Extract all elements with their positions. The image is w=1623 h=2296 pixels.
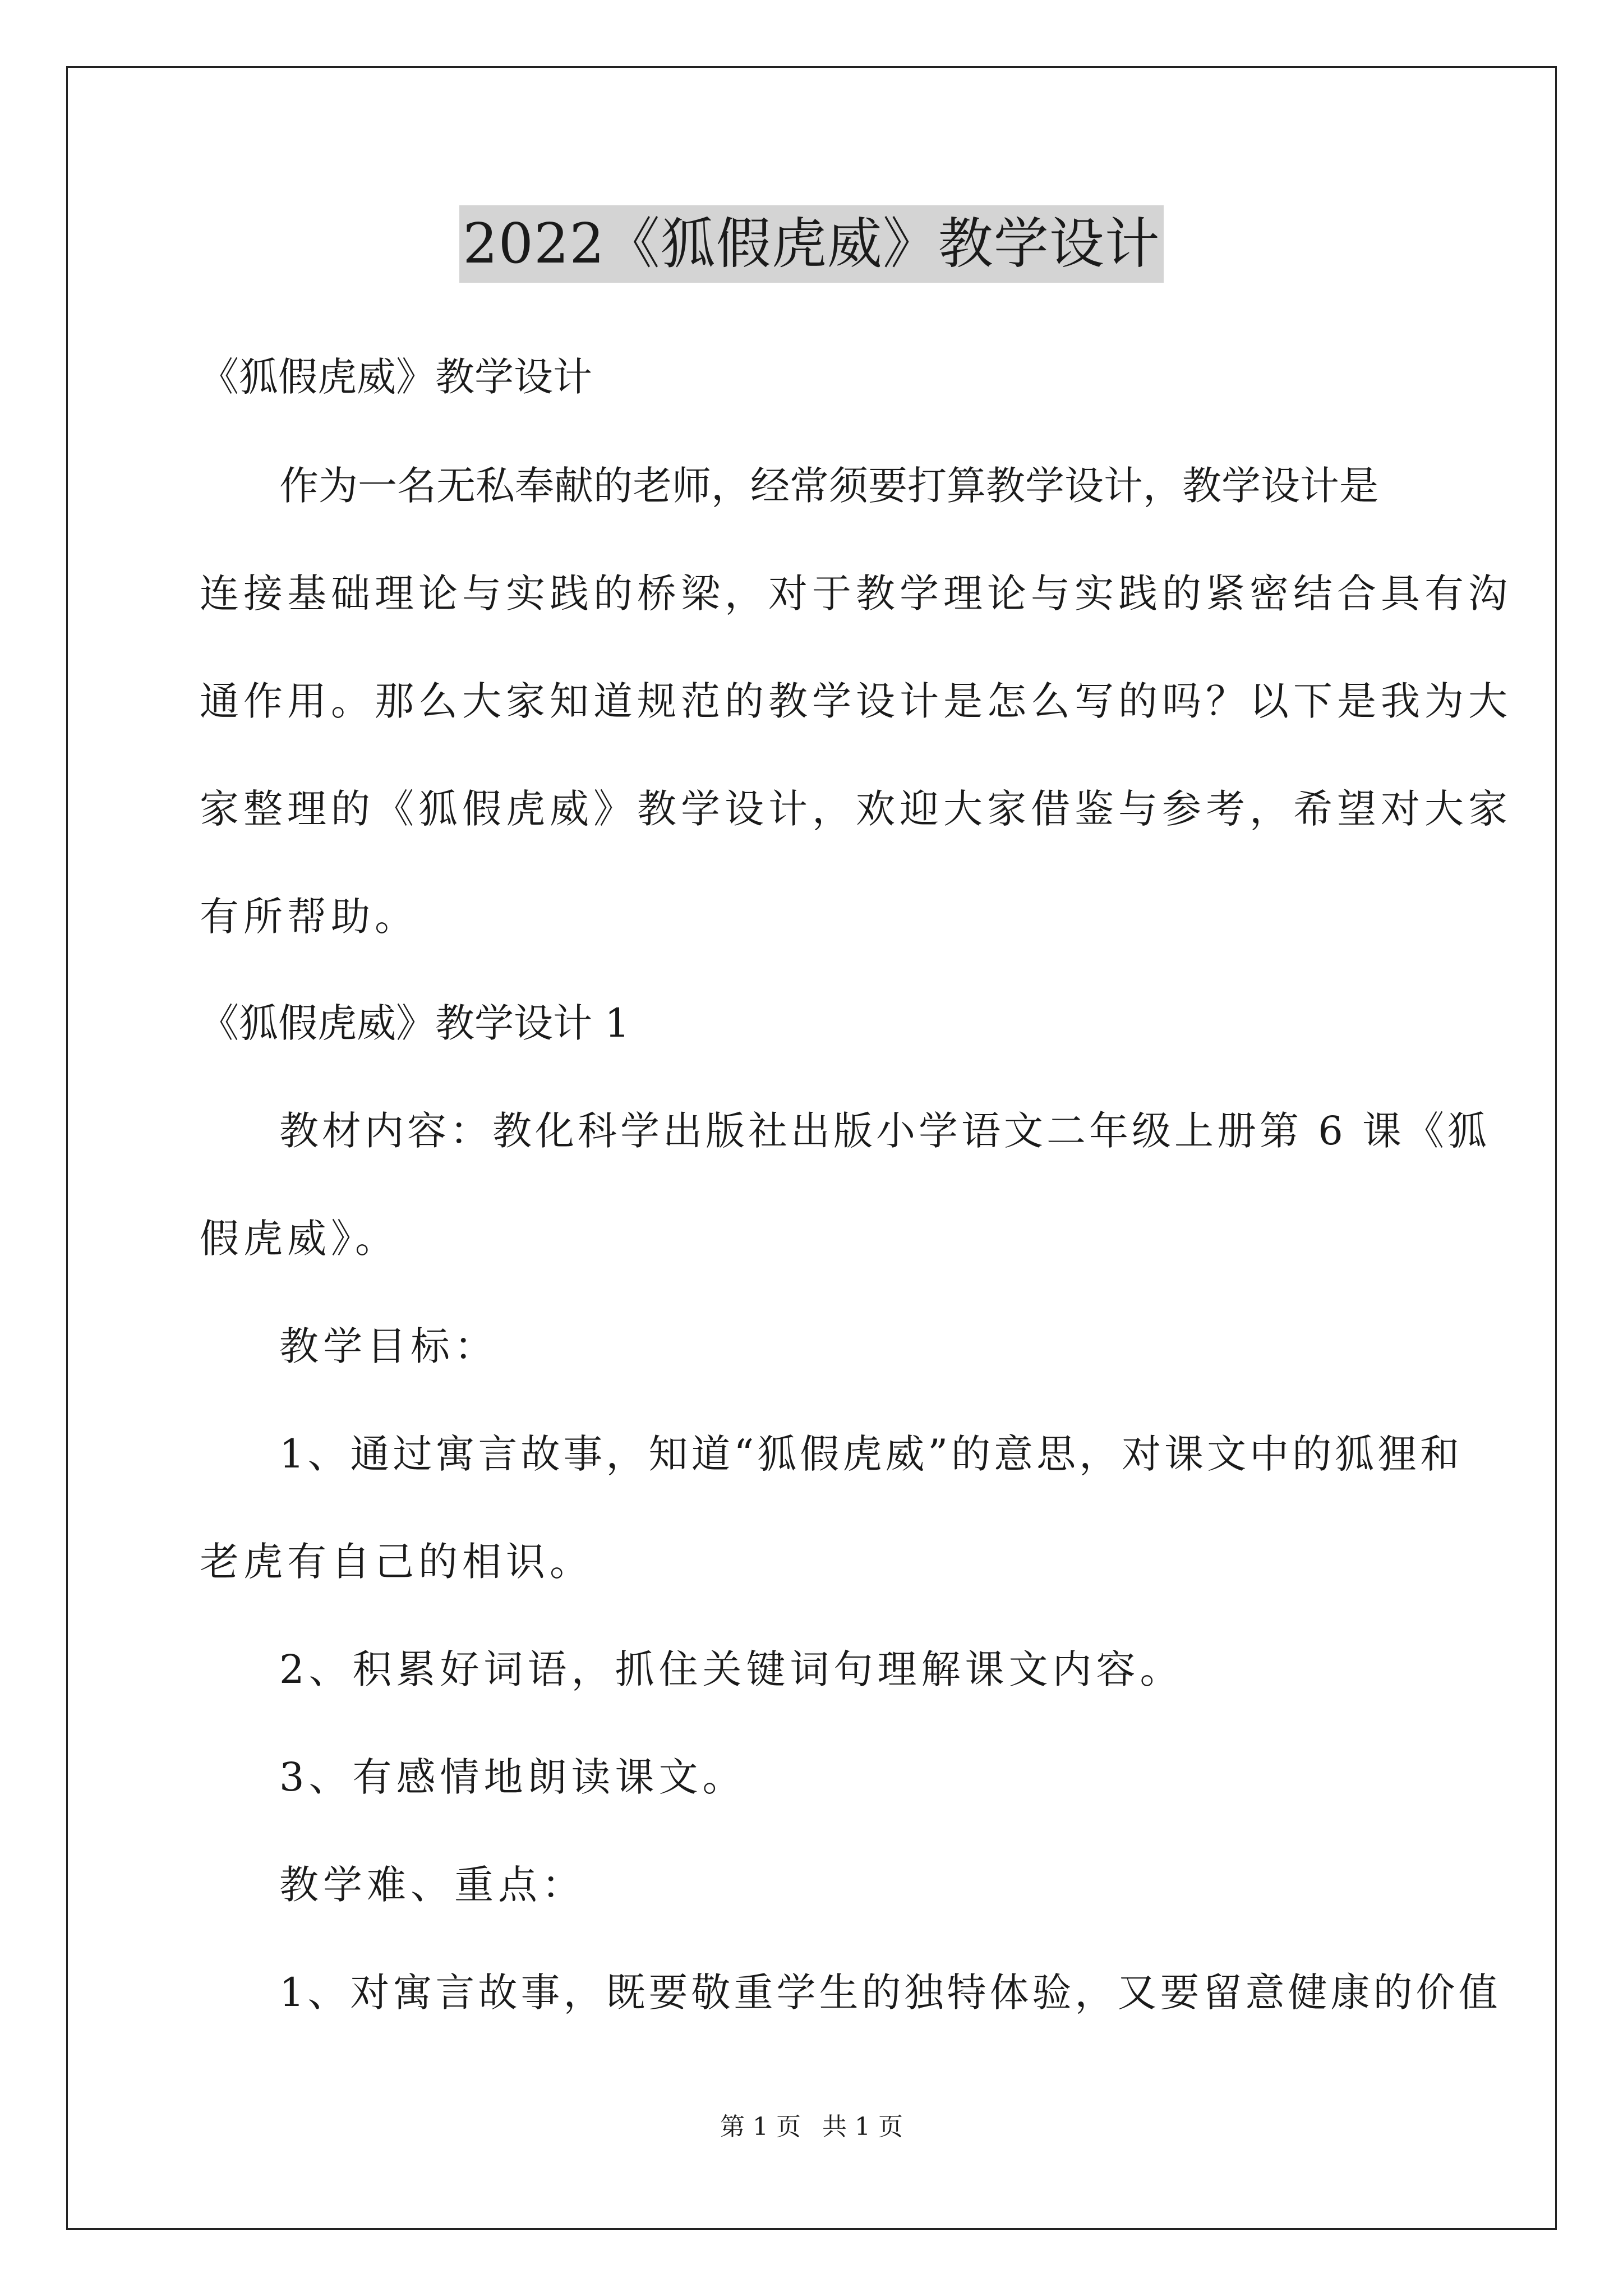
paragraph-line: 连接基础理论与实践的桥梁，对于教学理论与实践的紧密结合具有沟 bbox=[200, 570, 1512, 616]
page-number: 第 1 页 bbox=[720, 2113, 801, 2141]
page-footer bbox=[0, 2110, 1623, 2144]
paragraph-line: 老虎有自己的相识。 bbox=[200, 1539, 593, 1585]
paragraph-line: 教学难、重点： bbox=[279, 1862, 585, 1908]
paragraph-line: 假虎威》。 bbox=[200, 1216, 399, 1262]
paragraph-line: 教材内容：教化科学出版社出版小学语文二年级上册第 6 课《狐 bbox=[279, 1108, 1491, 1154]
paragraph-line: 1、对寓言故事，既要敬重学生的独特体验，又要留意健康的价值 bbox=[279, 1970, 1501, 2016]
paragraph-line: 教学目标： bbox=[279, 1323, 498, 1369]
section-heading: 《狐假虎威》教学设计 bbox=[200, 354, 592, 400]
document-title: 2022《狐假虎威》教学设计 bbox=[459, 205, 1163, 283]
paragraph-line: 作为一名无私奉献的老师，经常须要打算教学设计，教学设计是 bbox=[279, 463, 1378, 509]
section-heading: 《狐假虎威》教学设计 1 bbox=[200, 1000, 630, 1046]
paragraph-line: 家整理的《狐假虎威》教学设计，欢迎大家借鉴与参考，希望对大家 bbox=[200, 786, 1512, 832]
paragraph-line: 有所帮助。 bbox=[200, 894, 418, 940]
page-total: 共 1 页 bbox=[822, 2113, 903, 2141]
paragraph-line: 通作用。那么大家知道规范的教学设计是怎么写的吗？以下是我为大 bbox=[200, 678, 1512, 724]
paragraph-line: 1、通过寓言故事，知道“狐假虎威”的意思，对课文中的狐狸和 bbox=[279, 1431, 1463, 1477]
paragraph-line: 3、有感情地朗读课文。 bbox=[279, 1754, 746, 1800]
title-wrap bbox=[0, 205, 1623, 283]
paragraph-line: 2、积累好词语，抓住关键词句理解课文内容。 bbox=[279, 1646, 1184, 1692]
